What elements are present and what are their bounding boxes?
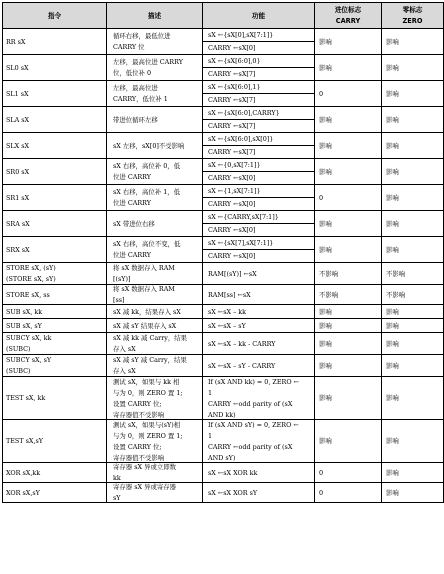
instruction-text: RR sX xyxy=(6,37,26,46)
instruction-text: SRA sX xyxy=(6,219,30,228)
instruction-cell xyxy=(3,463,107,483)
carry-flag-cell: 影响 xyxy=(315,420,382,463)
instruction-cell xyxy=(3,237,107,263)
table-row xyxy=(3,133,444,159)
description-text: 位，低位补 0 xyxy=(113,69,152,77)
carry-flag-cell: 影响 xyxy=(315,107,382,133)
carry-flag-cell: 不影响 xyxy=(315,285,382,305)
carry-flag-cell: 影响 xyxy=(315,133,382,159)
instruction-cell xyxy=(3,285,107,305)
description-cell xyxy=(107,55,203,81)
function-text: AND sY) xyxy=(208,453,236,462)
function-text: sX ←{sX[6:0],1} xyxy=(208,83,261,91)
header-carry-en: CARRY xyxy=(335,17,361,25)
function-text: CARRY ←sX[7] xyxy=(203,93,314,106)
carry-flag-cell: 影响 xyxy=(315,55,382,81)
function-text: sX ←{sX[6:0],0} xyxy=(208,57,261,65)
table-row xyxy=(3,483,444,503)
zero-flag-cell: 影响 xyxy=(382,107,444,133)
description-text: sX 减 sY 结果存入 sX xyxy=(113,321,177,330)
description-cell xyxy=(107,185,203,211)
carry-flag-cell: 影响 xyxy=(315,159,382,185)
description-text: [ss] xyxy=(113,296,125,304)
instruction-text: (STORE sX, sY) xyxy=(6,275,56,283)
carry-flag-cell: 影响 xyxy=(315,319,382,333)
function-cell xyxy=(203,211,315,237)
instruction-text: SL0 sX xyxy=(6,63,29,72)
function-text: If (sX AND sY) = 0, ZERO ← xyxy=(208,420,299,429)
description-cell xyxy=(107,107,203,133)
instruction-text: (SUBC) xyxy=(6,367,31,375)
instruction-cell xyxy=(3,319,107,333)
carry-flag-cell: 影响 xyxy=(315,29,382,55)
description-text: 测试 sX，如果与(sY)相 xyxy=(113,420,181,429)
instruction-cell xyxy=(3,185,107,211)
function-text: sX ←sX XOR sY xyxy=(208,488,258,497)
description-text: 位进 CARRY xyxy=(113,199,151,207)
zero-flag-cell: 不影响 xyxy=(382,263,444,285)
description-cell xyxy=(107,237,203,263)
table-row xyxy=(3,29,444,55)
table-row xyxy=(3,159,444,185)
function-text: CARRY ←sX[0] xyxy=(203,249,314,262)
description-text: 带进位循环左移 xyxy=(113,115,158,124)
description-text: 循环右移，最低位进 xyxy=(113,32,171,40)
description-text: 寄存器值不受影响 xyxy=(113,410,165,419)
description-text: 与为 0，则 ZERO 置 1; xyxy=(113,431,183,440)
header-func: 功能 xyxy=(203,3,315,29)
function-text: CARRY ←sX[0] xyxy=(203,171,314,184)
function-text: RAM[ss] ←sX xyxy=(208,290,251,299)
function-cell xyxy=(203,159,315,185)
table-row xyxy=(3,377,444,420)
instruction-text: TEST sX, kk xyxy=(6,394,46,402)
table-row xyxy=(3,263,444,285)
description-text: CARRY 位 xyxy=(113,43,145,51)
description-text: 左移，最高位进 xyxy=(113,84,158,92)
carry-flag-cell: 影响 xyxy=(315,211,382,237)
table-row xyxy=(3,355,444,377)
function-cell xyxy=(203,355,315,377)
instruction-cell xyxy=(3,81,107,107)
function-text: CARRY ←sX[7] xyxy=(203,67,314,80)
instruction-cell xyxy=(3,333,107,355)
function-text: 1 xyxy=(208,388,213,397)
function-text: CARRY ←sX[7] xyxy=(203,119,314,132)
table-row xyxy=(3,211,444,237)
description-cell xyxy=(107,305,203,319)
function-text: CARRY ←odd parity of (sX xyxy=(208,442,293,451)
description-cell xyxy=(107,263,203,285)
carry-flag-cell: 0 xyxy=(315,185,382,211)
zero-flag-cell: 影响 xyxy=(382,333,444,355)
zero-flag-cell: 影响 xyxy=(382,355,444,377)
zero-flag-cell: 影响 xyxy=(382,377,444,420)
description-cell xyxy=(107,211,203,237)
description-text: 寄存器值不受影响 xyxy=(113,453,165,462)
instruction-cell xyxy=(3,159,107,185)
instruction-text: SR0 sX xyxy=(6,167,30,176)
table-row xyxy=(3,463,444,483)
zero-flag-cell: 影响 xyxy=(382,133,444,159)
description-cell xyxy=(107,81,203,107)
function-text: sX ←{sX[7],sX[7:1]} xyxy=(208,239,274,247)
table-row xyxy=(3,185,444,211)
instruction-text: XOR sX,sY xyxy=(6,488,40,497)
instruction-cell xyxy=(3,420,107,463)
description-text: 测试 sX，如果与 kk 相 xyxy=(113,377,180,386)
instruction-text: SRX sX xyxy=(6,245,30,254)
function-text: CARRY ←sX[7] xyxy=(203,145,314,158)
header-carry-cn: 进位标志 xyxy=(334,6,362,14)
zero-flag-cell: 影响 xyxy=(382,81,444,107)
header-zero xyxy=(382,3,444,29)
zero-flag-cell: 影响 xyxy=(382,55,444,81)
header-cmd: 指令 xyxy=(3,3,107,29)
function-text: 1 xyxy=(208,431,213,440)
instruction-cell xyxy=(3,133,107,159)
table-row xyxy=(3,107,444,133)
carry-flag-cell: 影响 xyxy=(315,355,382,377)
description-text: 寄存器 sX 异或立即数 xyxy=(113,463,177,471)
zero-flag-cell: 影响 xyxy=(382,159,444,185)
carry-flag-cell: 0 xyxy=(315,463,382,483)
description-text: sX 带进位右移 xyxy=(113,219,155,228)
zero-flag-cell: 不影响 xyxy=(382,285,444,305)
description-text: sY xyxy=(113,494,121,502)
description-text: 与为 0，则 ZERO 置 1; xyxy=(113,388,183,397)
function-cell xyxy=(203,319,315,333)
table-row xyxy=(3,333,444,355)
description-text: [(sY)] xyxy=(113,275,131,283)
description-cell xyxy=(107,420,203,463)
instruction-text: SLX sX xyxy=(6,141,30,150)
description-text: 左移，最高位进 CARRY xyxy=(113,58,183,66)
description-cell xyxy=(107,333,203,355)
function-cell xyxy=(203,263,315,285)
function-text: sX ←sX – kk - CARRY xyxy=(208,339,276,348)
header-zero-en: ZERO xyxy=(402,17,423,25)
carry-flag-cell: 不影响 xyxy=(315,263,382,285)
function-text: sX ←{sX[0],sX[7:1]} xyxy=(208,31,274,39)
description-text: sX 右移，高位补 1，低 xyxy=(113,188,181,196)
function-cell xyxy=(203,333,315,355)
description-text: 设置 CARRY 位; xyxy=(113,442,162,451)
description-cell xyxy=(107,483,203,503)
function-cell xyxy=(203,305,315,319)
description-cell xyxy=(107,463,203,483)
zero-flag-cell: 影响 xyxy=(382,420,444,463)
instruction-text: SUBCY sX, sY xyxy=(6,356,52,364)
instruction-cell xyxy=(3,107,107,133)
table-row xyxy=(3,237,444,263)
table-body xyxy=(3,29,444,503)
function-cell xyxy=(203,133,315,159)
function-cell xyxy=(203,377,315,420)
function-text: sX ←sX – kk xyxy=(208,307,247,316)
instruction-text: SL1 sX xyxy=(6,89,29,98)
header-zero-cn: 零标志 xyxy=(402,6,423,14)
description-cell xyxy=(107,133,203,159)
zero-flag-cell: 影响 xyxy=(382,29,444,55)
function-text: AND kk) xyxy=(208,410,236,419)
description-text: sX 减 kk，结果存入 sX xyxy=(113,307,181,316)
instruction-cell xyxy=(3,263,107,285)
header-carry xyxy=(315,3,382,29)
carry-flag-cell: 影响 xyxy=(315,333,382,355)
description-text: 位进 CARRY xyxy=(113,251,151,259)
zero-flag-cell: 影响 xyxy=(382,237,444,263)
instruction-cell xyxy=(3,29,107,55)
function-text: CARRY ←sX[0] xyxy=(203,197,314,210)
zero-flag-cell: 影响 xyxy=(382,185,444,211)
description-text: sX 左移，sX[0]不受影响 xyxy=(113,141,185,150)
description-text: sX 右移，高位补 0，低 xyxy=(113,162,181,170)
table-row xyxy=(3,305,444,319)
function-text: sX ←sX – sY xyxy=(208,321,246,330)
carry-flag-cell: 影响 xyxy=(315,237,382,263)
description-text: 寄存器 sX 异或寄存器 xyxy=(113,483,177,491)
instruction-text: SUBCY sX, kk xyxy=(6,334,52,342)
function-text: sX ←sX – sY - CARRY xyxy=(208,361,276,370)
function-text: sX ←{sX[6:0],sX[0]} xyxy=(208,135,274,143)
description-text: 设置 CARRY 位; xyxy=(113,399,162,408)
table-row xyxy=(3,55,444,81)
description-text: kk xyxy=(113,474,121,482)
function-text: sX ←{CARRY,sX[7:1]} xyxy=(208,213,279,221)
description-text: 位进 CARRY xyxy=(113,173,151,181)
description-cell xyxy=(107,159,203,185)
function-cell xyxy=(203,463,315,483)
function-cell xyxy=(203,107,315,133)
function-text: CARRY ←odd parity of (sX xyxy=(208,399,293,408)
description-cell xyxy=(107,355,203,377)
description-cell xyxy=(107,285,203,305)
function-text: sX ←{sX[6:0],CARRY} xyxy=(208,109,280,117)
description-cell xyxy=(107,319,203,333)
instruction-cell xyxy=(3,211,107,237)
description-text: 存入 sX xyxy=(113,367,136,375)
header-desc: 描述 xyxy=(107,3,203,29)
description-cell xyxy=(107,29,203,55)
function-text: RAM[(sY)] ←sX xyxy=(208,269,257,278)
description-text: sX 右移，高位不变，低 xyxy=(113,240,181,248)
description-text: 将 sX 数据存入 RAM xyxy=(113,264,175,272)
function-text: sX ←sX XOR kk xyxy=(208,468,258,477)
function-cell xyxy=(203,420,315,463)
function-cell xyxy=(203,29,315,55)
zero-flag-cell: 影响 xyxy=(382,463,444,483)
description-text: CARRY，低位补 1 xyxy=(113,95,168,103)
carry-flag-cell: 影响 xyxy=(315,377,382,420)
function-cell xyxy=(203,185,315,211)
zero-flag-cell: 影响 xyxy=(382,211,444,237)
description-cell xyxy=(107,377,203,420)
table-row xyxy=(3,81,444,107)
zero-flag-cell: 影响 xyxy=(382,319,444,333)
function-text: CARRY ←sX[0] xyxy=(203,223,314,236)
instruction-text: STORE sX, (sY) xyxy=(6,264,56,272)
instruction-text: XOR sX,kk xyxy=(6,468,41,477)
function-text: CARRY ←sX[0] xyxy=(203,41,314,54)
instruction-text: TEST sX,sY xyxy=(6,437,43,445)
function-text: sX ←{1,sX[7:1]} xyxy=(208,187,261,195)
description-text: sX 减 sY 减 Carry，结果 xyxy=(113,356,187,364)
instruction-cell xyxy=(3,305,107,319)
function-cell xyxy=(203,81,315,107)
instruction-text: (SUBC) xyxy=(6,345,31,353)
table-row xyxy=(3,285,444,305)
instruction-cell xyxy=(3,355,107,377)
table-header xyxy=(3,3,444,29)
instruction-text: STORE sX, ss xyxy=(6,290,50,299)
function-text: sX ←{0,sX[7:1]} xyxy=(208,161,261,169)
instruction-cell xyxy=(3,377,107,420)
carry-flag-cell: 影响 xyxy=(315,305,382,319)
function-cell xyxy=(203,55,315,81)
instruction-text: SLA sX xyxy=(6,115,30,124)
instruction-text: SUB sX, kk xyxy=(6,307,43,316)
carry-flag-cell: 0 xyxy=(315,483,382,503)
description-text: 存入 sX xyxy=(113,345,136,353)
instruction-cell xyxy=(3,483,107,503)
function-cell xyxy=(203,237,315,263)
zero-flag-cell: 影响 xyxy=(382,483,444,503)
instruction-text: SR1 sX xyxy=(6,193,30,202)
instruction-text: SUB sX, sY xyxy=(6,321,42,330)
table-row xyxy=(3,420,444,463)
function-cell xyxy=(203,285,315,305)
carry-flag-cell: 0 xyxy=(315,81,382,107)
instruction-cell xyxy=(3,55,107,81)
zero-flag-cell: 影响 xyxy=(382,305,444,319)
description-text: 将 sX 数据存入 RAM xyxy=(113,285,175,293)
table-row xyxy=(3,319,444,333)
function-cell xyxy=(203,483,315,503)
function-text: If (sX AND kk) = 0, ZERO ← xyxy=(208,377,299,386)
instruction-table xyxy=(2,2,444,503)
description-text: sX 减 kk 减 Carry，结果 xyxy=(113,334,188,342)
